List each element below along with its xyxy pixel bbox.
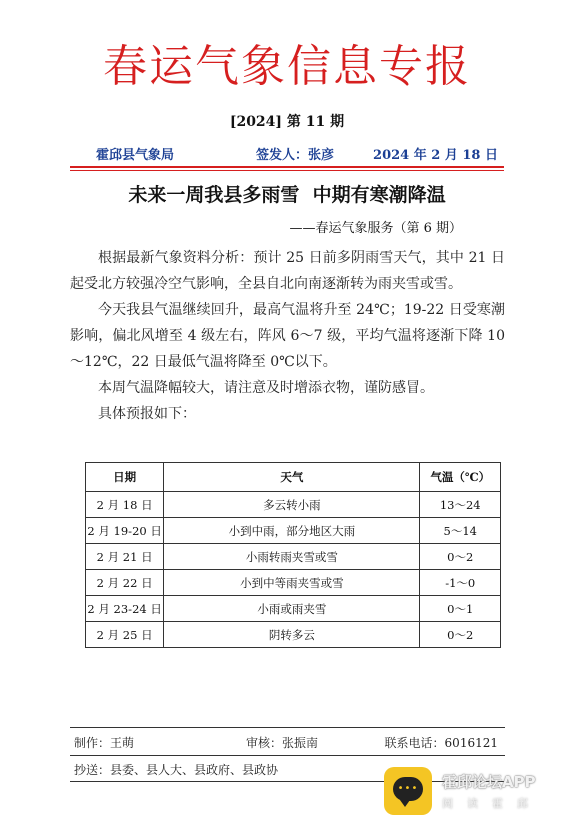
table-row (86, 622, 501, 648)
table-row (86, 518, 501, 544)
forum-app-watermark (384, 765, 564, 819)
paragraph: 根据最新气象资料分析：预计 25 日前多阴雨雪天气，其中 21 日起受北方较强冷空气影响，全县自北向南逐渐转为雨夹雪或雪。 (70, 250, 505, 292)
contact-phone: 联系电话：6016121 (384, 736, 498, 750)
header-divider-thick (70, 166, 504, 168)
paragraph: 今天我县气温继续回升，最高气温将升至 24℃；19-22 日受寒潮影响，偏北风增至 4 级左右，阵风 6～7 级，平均气温将逐渐下降 10～12℃，22 日最低气温将降至 0℃以下。 (70, 302, 505, 370)
cell-temperature: 0～1 (420, 596, 501, 622)
table-row (86, 596, 501, 622)
cc-list: 抄送：县委、县人大、县政府、县政协 (74, 763, 279, 777)
cell-weather: 小雨转雨夹雪或雪 (164, 544, 420, 570)
cell-temperature: 0～2 (420, 622, 501, 648)
footer-credits (74, 734, 498, 752)
author: 制作：王萌 (74, 736, 135, 750)
paragraph: 本周气温降幅较大，请注意及时增添衣物，谨防感冒。 (98, 380, 434, 396)
chat-bubble-icon: ••• (384, 767, 432, 815)
cell-date: 2 月 23-24 日 (86, 596, 164, 622)
table-header-row (86, 463, 501, 492)
cell-weather: 小到中等雨夹雪或雪 (164, 570, 420, 596)
cell-date: 2 月 18 日 (86, 492, 164, 518)
cell-weather: 小到中雨，部分地区大雨 (164, 518, 420, 544)
header-divider-thin (70, 170, 504, 171)
forecast-table (85, 462, 501, 648)
article-body (70, 245, 505, 427)
cell-date: 2 月 22 日 (86, 570, 164, 596)
cell-temperature: 13～24 (420, 492, 501, 518)
reviewer: 审核：张振南 (246, 736, 319, 750)
masthead-title: 春运气象信息专报 (103, 41, 471, 92)
issuer-row (96, 144, 498, 164)
paragraph: 具体预报如下： (98, 406, 196, 422)
article-headline: 未来一周我县多雨雪 中期有寒潮降温 (128, 184, 446, 206)
issuing-org: 霍邱县气象局 (96, 148, 175, 163)
column-header-temperature: 气温（℃） (420, 463, 501, 492)
article-subheadline: ——春运气象服务（第 6 期） (289, 221, 462, 236)
table-row (86, 544, 501, 570)
cell-weather: 阴转多云 (164, 622, 420, 648)
cell-temperature: 0～2 (420, 544, 501, 570)
cell-weather: 多云转小雨 (164, 492, 420, 518)
cell-date: 2 月 25 日 (86, 622, 164, 648)
cell-weather: 小雨或雨夹雪 (164, 596, 420, 622)
table-row (86, 492, 501, 518)
column-header-date: 日期 (86, 463, 164, 492)
cell-temperature: 5～14 (420, 518, 501, 544)
footer-divider-top (70, 727, 505, 728)
cell-date: 2 月 21 日 (86, 544, 164, 570)
signer: 签发人：张彦 (256, 148, 335, 163)
issue-number: [2024] 第 11 期 (229, 114, 345, 130)
watermark-title: 霍邱论坛APP (442, 773, 536, 791)
watermark-subtitle: 阅读霍邱 (442, 797, 542, 810)
column-header-weather: 天气 (164, 463, 420, 492)
footer-divider-middle (70, 755, 505, 756)
cell-temperature: -1～0 (420, 570, 501, 596)
table-row (86, 570, 501, 596)
cell-date: 2 月 19-20 日 (86, 518, 164, 544)
issue-date: 2024 年 2 月 18 日 (373, 148, 498, 163)
